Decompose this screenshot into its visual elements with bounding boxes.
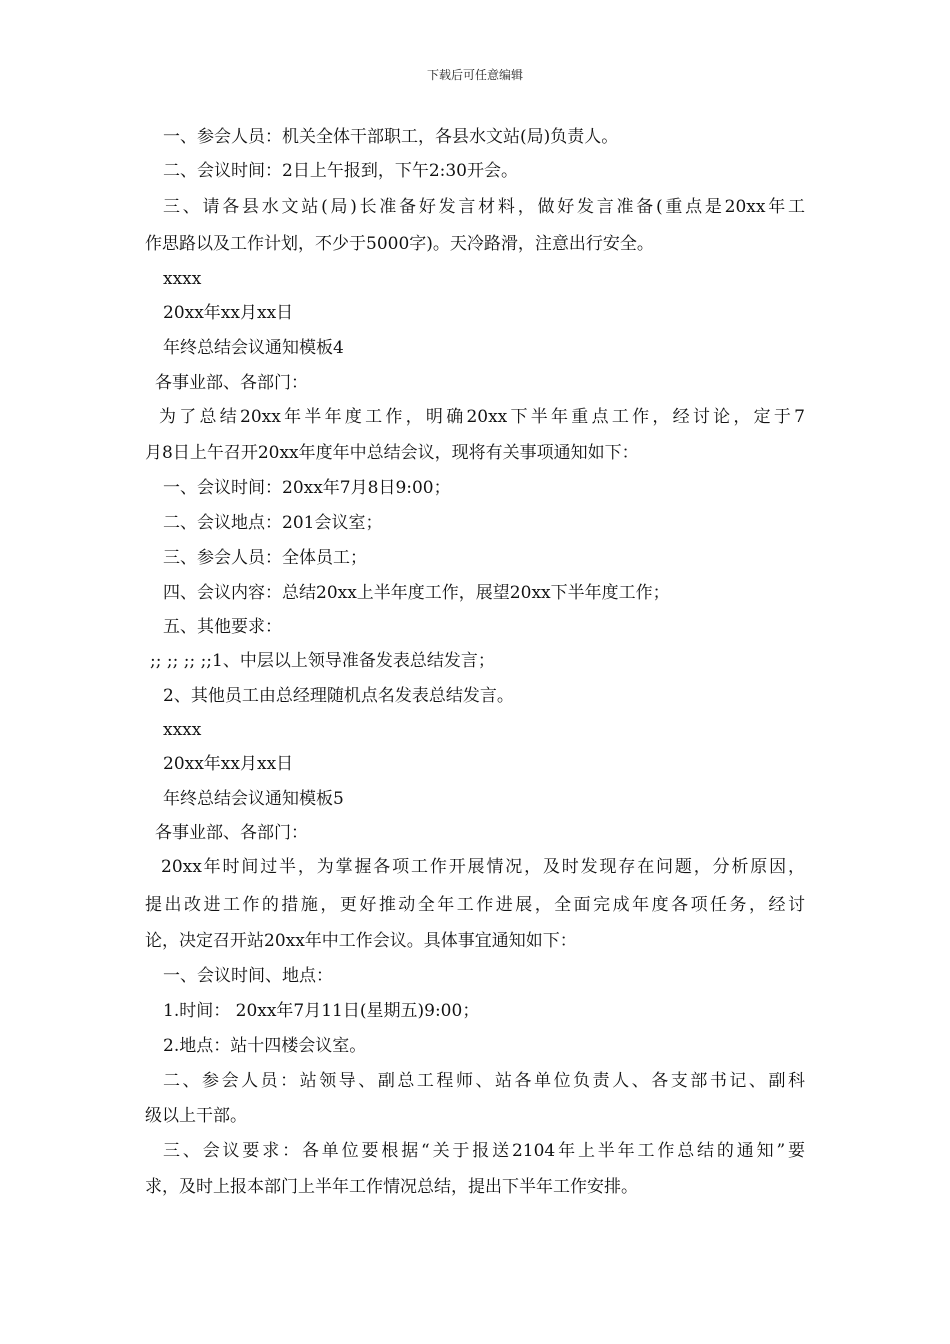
text-line: 1.时间： 20xx年7月11日(星期五)9:00；: [163, 1001, 480, 1021]
text-line: 为了总结20xx年半年度工作，明确20xx下半年重点工作，经讨论，定于7: [159, 407, 805, 427]
text-line: 作思路以及工作计划，不少于5000字)。天冷路滑，注意出行安全。: [145, 234, 654, 254]
text-line: 一、会议时间、地点：: [163, 966, 333, 986]
text-line: xxxx: [163, 720, 202, 740]
text-line: 级以上干部。: [145, 1106, 247, 1126]
text-line: 2、其他员工由总经理随机点名发表总结发言。: [163, 686, 514, 706]
text-line: 20xx年xx月xx日: [163, 754, 294, 774]
text-line: 三、请各县水文站(局)长准备好发言材料，做好发言准备(重点是20xx年工: [163, 197, 805, 217]
page-header: 下载后可任意编辑: [426, 68, 523, 82]
section-title: 年终总结会议通知模板5: [163, 789, 344, 809]
text-line: 二、参会人员：站领导、副总工程师、站各单位负责人、各支部书记、副科: [163, 1071, 805, 1091]
text-line: 各事业部、各部门：: [155, 823, 308, 843]
text-line: 提出改进工作的措施，更好推动全年工作进展，全面完成年度各项任务，经讨: [145, 895, 805, 915]
section-title: 年终总结会议通知模板4: [163, 338, 344, 358]
text-line: 二、会议地点：201会议室；: [163, 513, 383, 533]
text-line: 一、会议时间：20xx年7月8日9:00；: [163, 478, 451, 498]
text-line: 2.地点：站十四楼会议室。: [163, 1036, 367, 1056]
text-line: 二、会议时间：2日上午报到，下午2:30开会。: [163, 161, 518, 181]
text-line: 三、会议要求：各单位要根据“关于报送2104年上半年工作总结的通知”要: [163, 1141, 805, 1161]
text-line: 论，决定召开站20xx年中工作会议。具体事宜通知如下：: [145, 931, 577, 951]
text-line: 五、其他要求：: [163, 617, 282, 637]
text-line: 求，及时上报本部门上半年工作情况总结，提出下半年工作安排。: [145, 1177, 638, 1197]
text-line: 月8日上午召开20xx年度年中总结会议，现将有关事项通知如下：: [145, 443, 639, 463]
text-line: 三、参会人员：全体员工；: [163, 548, 367, 568]
text-line: ;; ;; ;; ;;1、中层以上领导准备发表总结发言；: [150, 651, 495, 671]
text-line: 四、会议内容：总结20xx上半年度工作，展望20xx下半年度工作；: [163, 583, 670, 603]
text-line: 一、参会人员：机关全体干部职工，各县水文站(局)负责人。: [163, 127, 619, 147]
text-line: 各事业部、各部门：: [155, 373, 308, 393]
text-line: xxxx: [163, 269, 202, 289]
text-line: 20xx年时间过半，为掌握各项工作开展情况，及时发现存在问题，分析原因，: [161, 857, 805, 877]
text-line: 20xx年xx月xx日: [163, 303, 294, 323]
